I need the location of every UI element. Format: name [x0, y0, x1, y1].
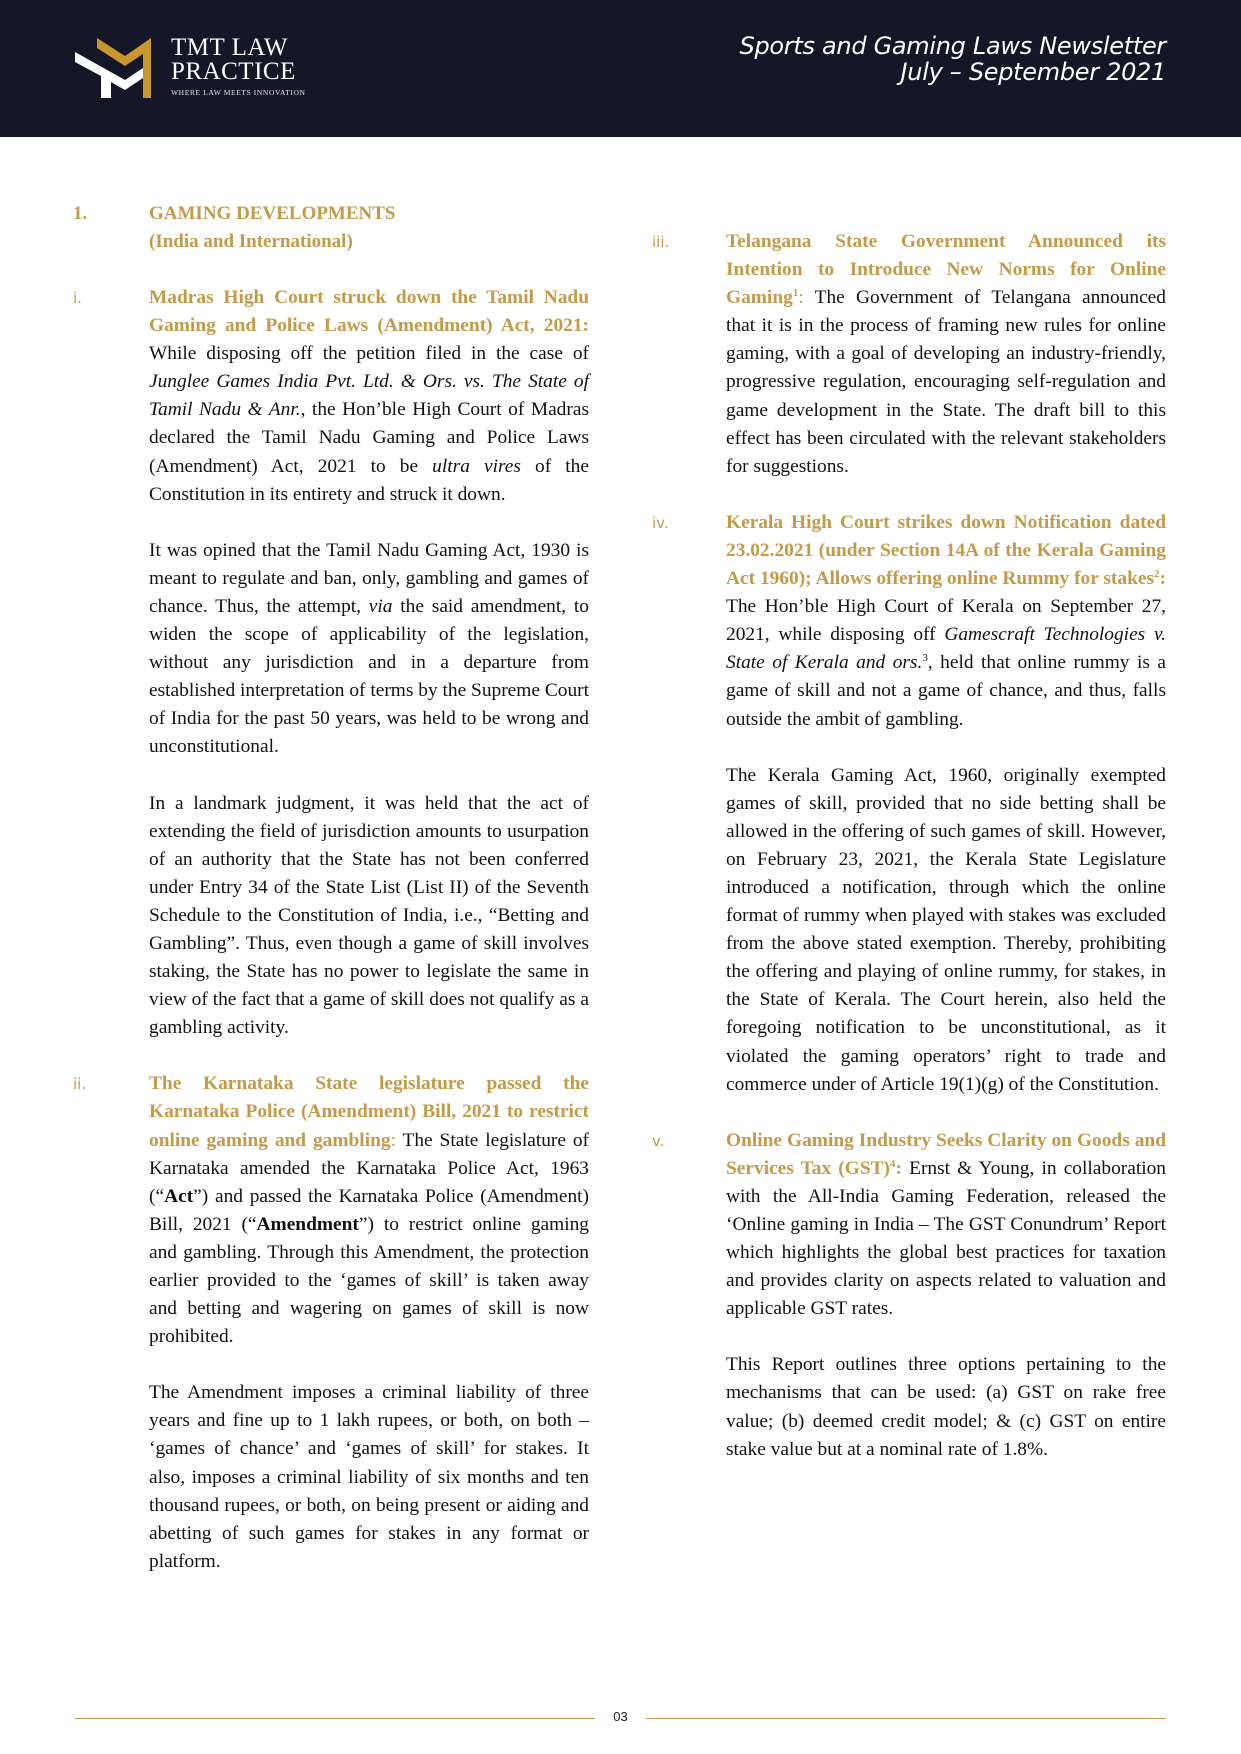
news-item-iv	[652, 509, 1166, 1099]
footnote-ref[interactable]: 4	[890, 1157, 896, 1170]
item-paragraph	[149, 284, 589, 509]
body-text: ”) and passed the Karnataka Police (Amendment) Bill, 2021 (“	[149, 1185, 589, 1235]
item-marker: ii.	[73, 1075, 87, 1094]
case-name: Junglee Games India Pvt. Ltd. & Ors. vs. The State of Tamil Nadu & Anr.	[149, 371, 589, 421]
item-marker: iii.	[652, 233, 670, 251]
spacer	[726, 1099, 1166, 1127]
case-name: Gamescraft Technologies v. State of Kerala and ors.	[726, 624, 1166, 674]
heading-colon: :	[895, 1157, 902, 1179]
heading-colon: :	[1159, 568, 1166, 590]
spacer	[149, 1351, 589, 1379]
item-paragraph: The Amendment imposes a criminal liability of three years and fine up to 1 lakh rupees, or both, on both – ‘games of chance’ and ‘games of skill’ for stakes. It also, imposes a criminal liability of six months and ten thousand rupees, or both, on being present or aiding and abetting of such games for stakes in any format or platform.	[149, 1382, 589, 1572]
tmt-monogram-icon	[73, 36, 165, 100]
news-item-ii	[73, 1070, 590, 1576]
logo-tagline: WHERE LAW MEETS INNOVATION	[171, 88, 306, 97]
firm-logo	[73, 36, 333, 100]
spacer	[726, 734, 1166, 762]
newsletter-title	[740, 33, 1166, 85]
spacer	[726, 1323, 1166, 1351]
news-item-iii	[652, 228, 1166, 481]
spacer	[726, 481, 1166, 509]
spacer	[149, 509, 589, 537]
body-text: The Government of Telangana announced that it is in the process of framing new rules for online gaming, with a goal of developing an industry-friendly, progressive regulation, encouraging self-regulation and game development in the State. The draft bill to this effect has been circulated with the relevant stakeholders for suggestions.	[726, 287, 1166, 477]
item-paragraph	[726, 509, 1166, 734]
footnote-ref[interactable]: 3	[922, 652, 928, 665]
heading-colon: :	[390, 1129, 396, 1151]
newsletter-name: Sports and Gaming Laws Newsletter	[739, 32, 1166, 60]
item-marker: v.	[652, 1131, 665, 1150]
item-paragraph: In a landmark judgment, it was held that the act of extending the field of jurisdiction amounts to usurpation of an authority that the State has not been conferred under Entry 34 of the State List (List II) of the Seventh Schedule to the Constitution of India, i.e., “Betting and Gambling”. Thus, even though a game of skill involves staking, the State has no power to legislate the same in view of the fact that a game of skill does not qualify as a gambling activity.	[149, 792, 589, 1039]
newsletter-period: July – September 2021	[900, 58, 1166, 86]
item-paragraph: The Kerala Gaming Act, 1960, originally exempted games of skill, provided that no side betting shall be allowed in the offering of such games of skill. However, on February 23, 2021, the Kerala State Legislature introduced a notification, through which the online format of rummy when played with stakes was excluded from the above stated exemption. Thereby, prohibiting the offering and playing of online rummy, for stakes, in the State of Kerala. The Court herein, also held the foregoing notification to be unconstitutional, as it violated the gaming operators’ right to trade and commerce under of Article 19(1)(g) of the Constitution.	[726, 764, 1166, 1095]
defined-term: Amendment	[256, 1213, 359, 1235]
body-text: ”) to restrict online gaming and gambling. Through this Amendment, the protection earlier provided to the ‘games of skill’ is taken away and betting and wagering on games of skill is now prohibited.	[149, 1213, 589, 1348]
page-number: 03	[613, 1709, 628, 1724]
body-text: Ernst & Young, in collaboration with the All-India Gaming Federation, released the ‘Online gaming in India – The GST Conundrum’ Report which highlights the global best practices for taxation and provides clarity on aspects related to valuation and applicable GST rates.	[726, 1157, 1166, 1320]
item-heading: The Karnataka State legislature passed the Karnataka Police (Amendment) Bill, 2021 to restrict online gaming and gambling	[149, 1073, 589, 1151]
item-marker: iv.	[652, 513, 669, 532]
spacer	[149, 256, 589, 284]
item-paragraph	[149, 1070, 589, 1351]
logo-line-1: TMT LAW	[171, 34, 288, 61]
heading-colon: :	[798, 287, 804, 309]
item-heading: Telangana State Government Announced its Intention to Introduce New Norms for Online Gaming	[726, 231, 1166, 309]
page-header	[0, 0, 1241, 137]
logo-line-2: PRACTICE	[171, 58, 296, 85]
footnote-ref[interactable]: 1	[792, 287, 799, 300]
spacer	[149, 1042, 589, 1070]
body-text: The Hon’ble High Court of Kerala on September 27, 2021, while disposing off	[726, 596, 1166, 646]
news-item-i	[73, 284, 589, 1042]
item-heading: Kerala High Court strikes down Notification dated 23.02.2021 (under Section 14A of the Kerala Gaming Act 1960); Allows offering online Rummy for stakes	[726, 511, 1166, 590]
left-column	[73, 200, 590, 1576]
body-text: the said amendment, to widen the scope of applicability of the legislation, without any jurisdiction and in a departure from established interpretation of terms by the Supreme Court of India for the past 50 years, was held to be wrong and unconstitutional.	[149, 595, 589, 758]
body-text: It was opined that the Tamil Nadu Gaming Act, 1930 is meant to regulate and ban, only, gambling and games of chance. Thus, the attempt,	[149, 539, 589, 617]
footer-rule-right	[646, 1718, 1166, 1719]
item-paragraph: This Report outlines three options pertaining to the mechanisms that can be used: (a) GST on rake free value; (b) deemed credit model; & (c) GST on entire stake value but at a nominal rate of 1.8%.	[726, 1354, 1166, 1460]
latin-term: ultra vires	[432, 455, 521, 477]
footnote-ref[interactable]: 2	[1154, 568, 1160, 581]
item-marker: i.	[73, 289, 82, 307]
body-text: of the Constitution in its entirety and struck it down.	[149, 455, 589, 505]
body-text: , the Hon’ble High Court of Madras declared the Tamil Nadu Gaming and Police Laws (Amendment) Act, 2021 to be	[149, 399, 589, 477]
footer-rule-left	[75, 1718, 595, 1719]
item-paragraph	[726, 1127, 1166, 1324]
item-heading: Online Gaming Industry Seeks Clarity on Goods and Services Tax (GST)	[726, 1129, 1166, 1179]
body-text: , held that online rummy is a game of skill and not a game of chance, and thus, falls outside the ambit of gambling.	[726, 652, 1166, 730]
logo-wordmark	[171, 36, 306, 97]
body-text: While disposing off the petition filed in the case of	[149, 343, 589, 365]
section-title	[149, 200, 589, 256]
right-column	[652, 228, 1166, 1464]
item-paragraph	[149, 537, 589, 762]
spacer	[149, 762, 589, 790]
body-text: The State legislature of Karnataka amended the Karnataka Police Act, 1963 (“	[149, 1129, 590, 1207]
section-title-line-1: GAMING DEVELOPMENTS	[149, 203, 396, 224]
latin-term: via	[368, 595, 393, 617]
defined-term: Act	[164, 1185, 194, 1207]
section-number: 1.	[73, 203, 88, 224]
item-paragraph	[726, 228, 1166, 481]
item-heading: Madras High Court struck down the Tamil Nadu Gaming and Police Laws (Amendment) Act, 2021:	[149, 287, 589, 337]
section-title-line-2: (India and International)	[149, 231, 353, 252]
news-item-v	[652, 1127, 1166, 1464]
